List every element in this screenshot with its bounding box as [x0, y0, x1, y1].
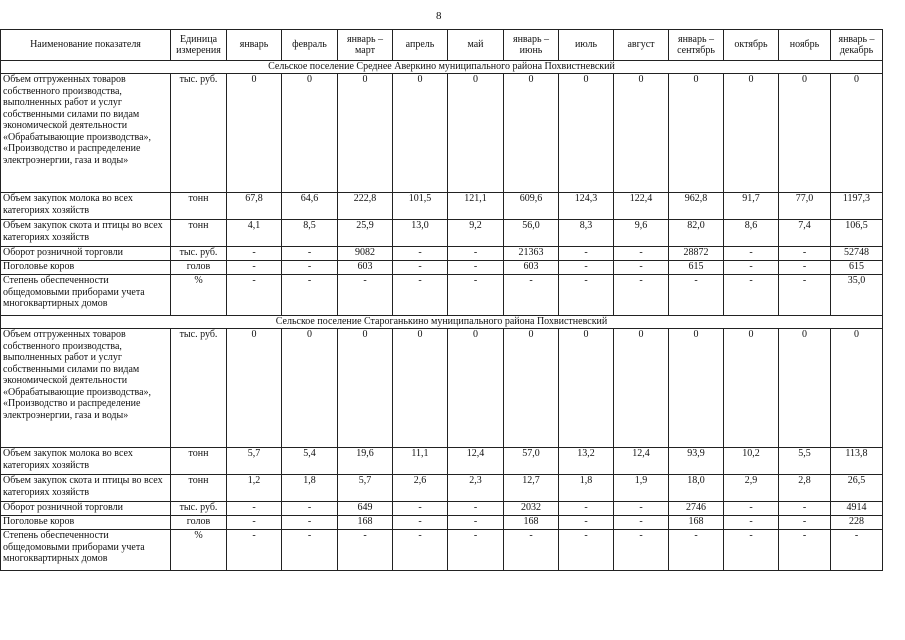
value-cell: -	[724, 530, 779, 571]
value-cell: -	[779, 275, 831, 316]
value-cell: 12,4	[448, 448, 504, 475]
value-cell: 168	[504, 516, 559, 530]
table-row	[1, 502, 883, 516]
value-cell: 603	[504, 261, 559, 275]
value-cell: 35,0	[831, 275, 883, 316]
value-cell: 615	[669, 261, 724, 275]
value-cell: 113,8	[831, 448, 883, 475]
section-row	[1, 316, 883, 329]
unit-cell: тыс. руб.	[171, 74, 227, 193]
indicator-name: Объем закупок скота и птицы во всех категориях хозяйств	[1, 220, 171, 247]
value-cell: 0	[724, 329, 779, 448]
value-cell: 28872	[669, 247, 724, 261]
value-cell: 101,5	[393, 193, 448, 220]
value-cell: 0	[338, 74, 393, 193]
value-cell: 5,4	[282, 448, 338, 475]
value-cell: 0	[559, 74, 614, 193]
value-cell: 222,8	[338, 193, 393, 220]
section-title: Сельское поселение Староганькино муниципального района Похвистневский	[1, 316, 883, 329]
value-cell: 2,3	[448, 475, 504, 502]
value-cell: 962,8	[669, 193, 724, 220]
value-cell: 2032	[504, 502, 559, 516]
value-cell: 1,2	[227, 475, 282, 502]
value-cell: 2,9	[724, 475, 779, 502]
value-cell: 0	[504, 74, 559, 193]
value-cell: 8,5	[282, 220, 338, 247]
unit-cell: голов	[171, 261, 227, 275]
value-cell: -	[669, 530, 724, 571]
table-row	[1, 247, 883, 261]
value-cell: -	[504, 530, 559, 571]
value-cell: 0	[338, 329, 393, 448]
value-cell: -	[724, 261, 779, 275]
value-cell: 609,6	[504, 193, 559, 220]
section-title: Сельское поселение Среднее Аверкино муниципального района Похвистневский	[1, 61, 883, 74]
value-cell: 18,0	[669, 475, 724, 502]
value-cell: -	[559, 502, 614, 516]
table-row	[1, 275, 883, 316]
value-cell: -	[831, 530, 883, 571]
value-cell: -	[227, 247, 282, 261]
value-cell: 21363	[504, 247, 559, 261]
indicator-name: Объем отгруженных товаров собственного производства, выполненных работ и услуг собственными силами по видам экономической деятельности «Обрабатывающие производства», «Производство и распределение электроэнергии, газа и воды»	[1, 74, 171, 193]
value-cell: 0	[614, 329, 669, 448]
value-cell: 12,4	[614, 448, 669, 475]
value-cell: -	[779, 516, 831, 530]
value-cell: 121,1	[448, 193, 504, 220]
value-cell: 13,2	[559, 448, 614, 475]
column-header: август	[614, 30, 669, 61]
value-cell: 9082	[338, 247, 393, 261]
section-row	[1, 61, 883, 74]
table-row	[1, 516, 883, 530]
value-cell: 2746	[669, 502, 724, 516]
value-cell: 0	[831, 74, 883, 193]
value-cell: 0	[393, 329, 448, 448]
value-cell: -	[393, 261, 448, 275]
value-cell: -	[338, 275, 393, 316]
unit-cell: тонн	[171, 475, 227, 502]
value-cell: 649	[338, 502, 393, 516]
unit-cell: %	[171, 275, 227, 316]
value-cell: 106,5	[831, 220, 883, 247]
value-cell: -	[559, 261, 614, 275]
indicator-name: Оборот розничной торговли	[1, 247, 171, 261]
unit-cell: тыс. руб.	[171, 329, 227, 448]
value-cell: -	[779, 530, 831, 571]
unit-cell: тыс. руб.	[171, 502, 227, 516]
value-cell: 19,6	[338, 448, 393, 475]
column-header: январь	[227, 30, 282, 61]
indicator-name: Объем отгруженных товаров собственного производства, выполненных работ и услуг собственными силами по видам экономической деятельности «Обрабатывающие производства», «Производство и распределение электроэнергии, газа и воды»	[1, 329, 171, 448]
value-cell: -	[614, 247, 669, 261]
value-cell: 0	[724, 74, 779, 193]
value-cell: 0	[504, 329, 559, 448]
column-header: февраль	[282, 30, 338, 61]
header-row	[1, 30, 883, 61]
value-cell: 1,8	[282, 475, 338, 502]
value-cell: -	[393, 530, 448, 571]
value-cell: 0	[282, 329, 338, 448]
value-cell: 13,0	[393, 220, 448, 247]
value-cell: 26,5	[831, 475, 883, 502]
value-cell: -	[559, 516, 614, 530]
value-cell: 64,6	[282, 193, 338, 220]
indicator-name: Объем закупок молока во всех категориях хозяйств	[1, 193, 171, 220]
value-cell: -	[504, 275, 559, 316]
value-cell: 0	[448, 329, 504, 448]
value-cell: 0	[227, 74, 282, 193]
column-header: октябрь	[724, 30, 779, 61]
column-header: июль	[559, 30, 614, 61]
value-cell: 0	[282, 74, 338, 193]
value-cell: 0	[779, 329, 831, 448]
column-header: январь – декабрь	[831, 30, 883, 61]
column-header: январь – март	[338, 30, 393, 61]
value-cell: 57,0	[504, 448, 559, 475]
value-cell: -	[393, 247, 448, 261]
indicator-name: Степень обеспеченности общедомовыми приборами учета многоквартирных домов	[1, 530, 171, 571]
value-cell: 12,7	[504, 475, 559, 502]
indicator-name: Степень обеспеченности общедомовыми приборами учета многоквартирных домов	[1, 275, 171, 316]
value-cell: 168	[338, 516, 393, 530]
column-header: апрель	[393, 30, 448, 61]
value-cell: 1197,3	[831, 193, 883, 220]
value-cell: -	[779, 261, 831, 275]
value-cell: -	[393, 502, 448, 516]
table-row	[1, 329, 883, 448]
value-cell: -	[448, 516, 504, 530]
table-row	[1, 193, 883, 220]
indicator-name: Оборот розничной торговли	[1, 502, 171, 516]
indicator-name: Объем закупок скота и птицы во всех категориях хозяйств	[1, 475, 171, 502]
table-row	[1, 448, 883, 475]
unit-cell: тыс. руб.	[171, 247, 227, 261]
value-cell: -	[282, 275, 338, 316]
value-cell: 8,6	[724, 220, 779, 247]
value-cell: 9,6	[614, 220, 669, 247]
value-cell: -	[227, 530, 282, 571]
value-cell: -	[282, 516, 338, 530]
value-cell: 82,0	[669, 220, 724, 247]
value-cell: 4914	[831, 502, 883, 516]
value-cell: -	[614, 516, 669, 530]
unit-cell: тонн	[171, 220, 227, 247]
value-cell: -	[227, 502, 282, 516]
unit-cell: тонн	[171, 448, 227, 475]
value-cell: 0	[393, 74, 448, 193]
value-cell: 0	[669, 74, 724, 193]
value-cell: -	[559, 247, 614, 261]
value-cell: 0	[614, 74, 669, 193]
value-cell: -	[779, 502, 831, 516]
value-cell: -	[393, 516, 448, 530]
value-cell: -	[724, 275, 779, 316]
column-header: январь – сентябрь	[669, 30, 724, 61]
value-cell: -	[724, 247, 779, 261]
value-cell: -	[448, 247, 504, 261]
value-cell: -	[282, 261, 338, 275]
value-cell: -	[282, 502, 338, 516]
value-cell: 8,3	[559, 220, 614, 247]
value-cell: 10,2	[724, 448, 779, 475]
unit-cell: тонн	[171, 193, 227, 220]
indicator-name: Объем закупок молока во всех категориях хозяйств	[1, 448, 171, 475]
value-cell: 5,7	[338, 475, 393, 502]
value-cell: 25,9	[338, 220, 393, 247]
value-cell: 0	[831, 329, 883, 448]
indicator-name: Поголовье коров	[1, 516, 171, 530]
value-cell: 168	[669, 516, 724, 530]
column-header: ноябрь	[779, 30, 831, 61]
value-cell: -	[779, 247, 831, 261]
value-cell: 91,7	[724, 193, 779, 220]
value-cell: -	[448, 530, 504, 571]
value-cell: 2,8	[779, 475, 831, 502]
value-cell: -	[393, 275, 448, 316]
value-cell: 0	[227, 329, 282, 448]
value-cell: -	[614, 275, 669, 316]
column-header: январь – июнь	[504, 30, 559, 61]
value-cell: 4,1	[227, 220, 282, 247]
value-cell: 122,4	[614, 193, 669, 220]
indicators-table	[0, 29, 883, 571]
value-cell: 228	[831, 516, 883, 530]
value-cell: 603	[338, 261, 393, 275]
value-cell: 0	[448, 74, 504, 193]
value-cell: 5,5	[779, 448, 831, 475]
value-cell: -	[448, 502, 504, 516]
value-cell: 56,0	[504, 220, 559, 247]
value-cell: -	[448, 275, 504, 316]
table-row	[1, 475, 883, 502]
value-cell: -	[338, 530, 393, 571]
value-cell: -	[282, 247, 338, 261]
column-header: май	[448, 30, 504, 61]
value-cell: -	[448, 261, 504, 275]
column-header: Единица измерения	[171, 30, 227, 61]
value-cell: 1,9	[614, 475, 669, 502]
value-cell: 0	[559, 329, 614, 448]
value-cell: -	[724, 502, 779, 516]
value-cell: -	[559, 275, 614, 316]
value-cell: 615	[831, 261, 883, 275]
value-cell: 67,8	[227, 193, 282, 220]
value-cell: 5,7	[227, 448, 282, 475]
table-row	[1, 220, 883, 247]
value-cell: -	[669, 275, 724, 316]
value-cell: -	[282, 530, 338, 571]
value-cell: -	[227, 261, 282, 275]
unit-cell: %	[171, 530, 227, 571]
value-cell: -	[614, 530, 669, 571]
value-cell: -	[724, 516, 779, 530]
column-header: Наименование показателя	[1, 30, 171, 61]
value-cell: 9,2	[448, 220, 504, 247]
value-cell: 52748	[831, 247, 883, 261]
value-cell: 77,0	[779, 193, 831, 220]
value-cell: -	[614, 502, 669, 516]
unit-cell: голов	[171, 516, 227, 530]
value-cell: -	[614, 261, 669, 275]
value-cell: 7,4	[779, 220, 831, 247]
value-cell: 1,8	[559, 475, 614, 502]
value-cell: 0	[779, 74, 831, 193]
table-row	[1, 74, 883, 193]
value-cell: -	[559, 530, 614, 571]
table-row	[1, 261, 883, 275]
value-cell: 93,9	[669, 448, 724, 475]
value-cell: -	[227, 516, 282, 530]
value-cell: 2,6	[393, 475, 448, 502]
table-row	[1, 530, 883, 571]
indicator-name: Поголовье коров	[1, 261, 171, 275]
value-cell: 124,3	[559, 193, 614, 220]
table-body	[1, 61, 883, 571]
value-cell: -	[227, 275, 282, 316]
page-number: 8	[436, 10, 442, 22]
value-cell: 11,1	[393, 448, 448, 475]
value-cell: 0	[669, 329, 724, 448]
